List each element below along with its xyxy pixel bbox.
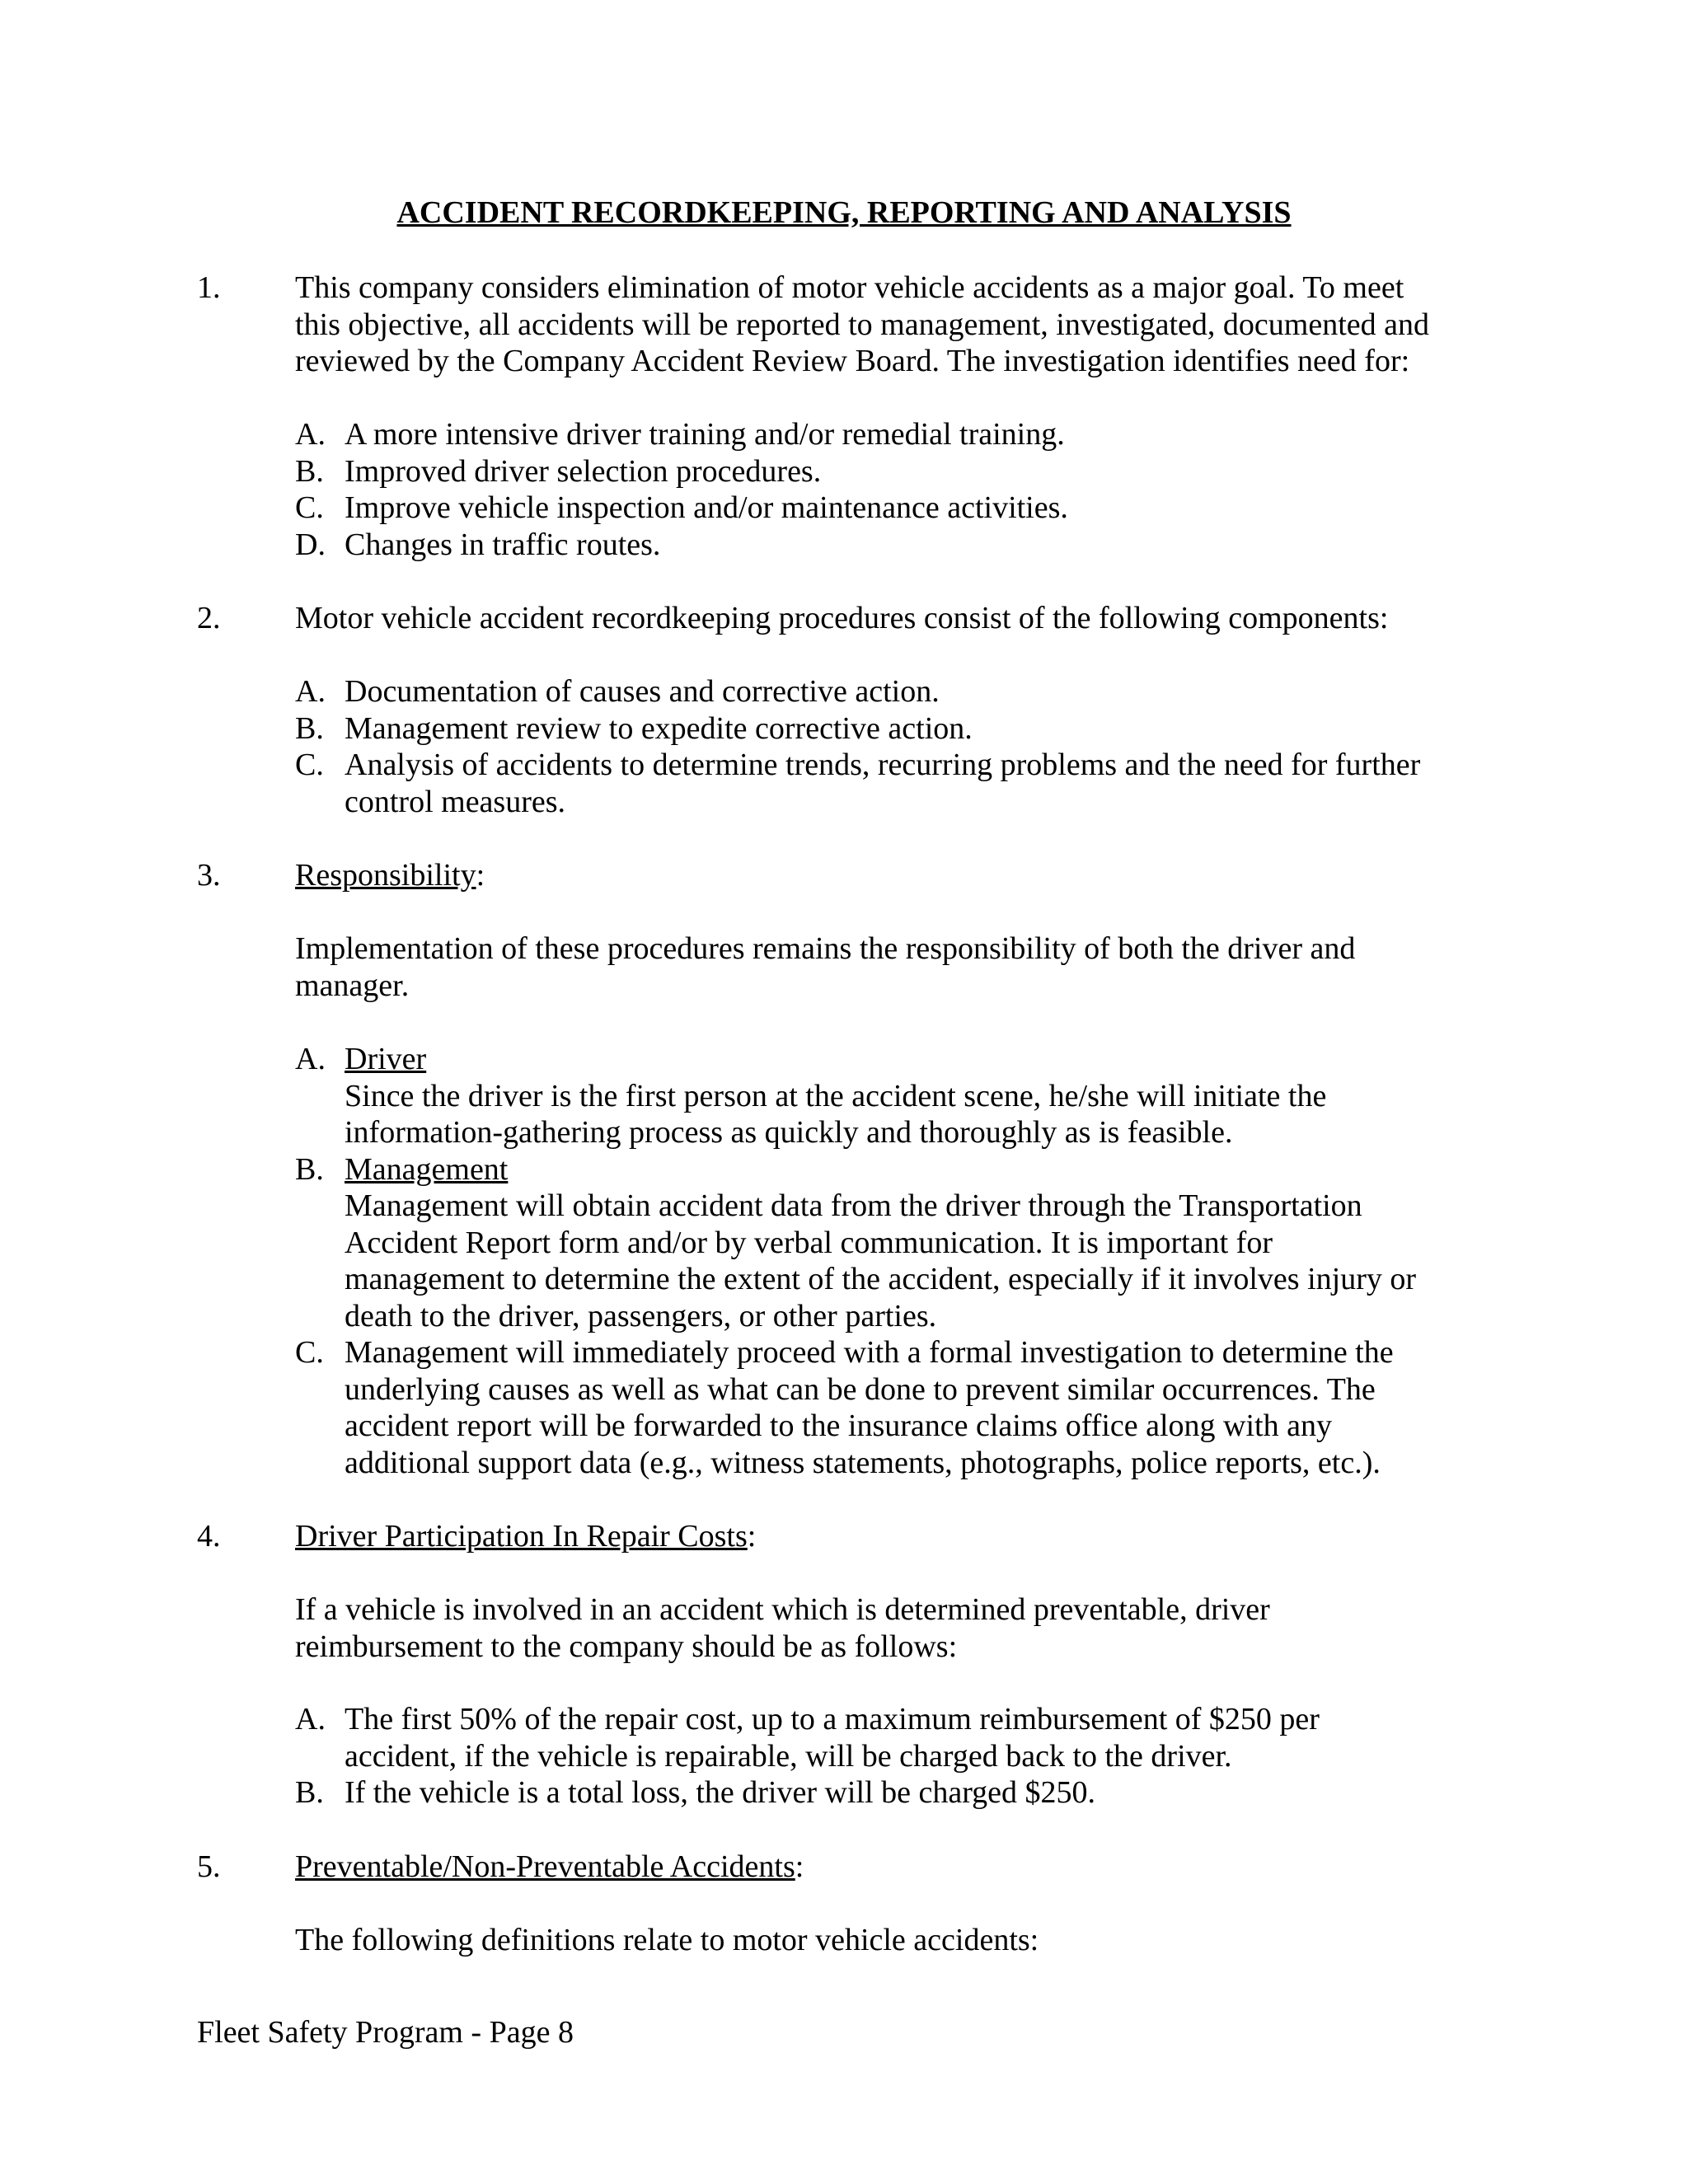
list-letter: B. [295,710,324,746]
list-letter: A. [295,1042,326,1076]
list-item [295,1774,1498,1811]
section-number: 3. [197,858,221,893]
list-item-text: Analysis of accidents to determine trends, recurring problems and the need for further [345,748,1421,782]
list-item-text: Improved driver selection procedures. [345,453,822,489]
section-heading [295,1849,1498,1886]
list-letter: C. [295,490,324,525]
list-item [295,453,1498,490]
section-paragraph [295,269,1498,380]
list-letter: A. [295,674,326,709]
list-item-text: Since the driver is the first person at the accident scene, he/she will initiate the [345,1078,1327,1113]
list-item-text: management to determine the extent of the accident, especially if it involves injury or [345,1262,1416,1296]
list-letter: D. [295,527,326,562]
list-item [295,1334,1498,1481]
section-number: 2. [197,601,221,635]
list-item [295,1041,1498,1151]
list-item-heading: Driver [345,1042,427,1076]
list-item-text: Management review to expedite corrective action. [345,710,973,746]
list-item-text: accident report will be forwarded to the insurance claims office along with any [345,1408,1332,1443]
section-heading [295,1518,1498,1555]
list-item-text: control measures. [345,784,566,819]
list-item-text: Management will immediately proceed with a formal investigation to determine the [345,1335,1394,1370]
list-item-text: Accident Report form and/or by verbal communication. It is important for [345,1225,1273,1260]
list-letter: C. [295,748,324,782]
list-item-text: information-gathering process as quickly and thoroughly as is feasible. [345,1115,1233,1150]
paragraph-line: reviewed by the Company Accident Review Board. The investigation identifies need for: [295,344,1410,378]
section-heading-suffix: : [795,1849,804,1884]
paragraph-line: reimbursement to the company should be as follows: [295,1629,958,1664]
section-heading-suffix: : [476,858,485,893]
paragraph-line: this objective, all accidents will be reported to management, investigated, documented and [295,307,1429,342]
list-letter: B. [295,453,324,489]
paragraph-line: Motor vehicle accident recordkeeping procedures consist of the following components: [295,601,1389,635]
page-footer: Fleet Safety Program - Page 8 [197,2015,574,2050]
section-heading-text: Preventable/Non-Preventable Accidents [295,1849,795,1884]
paragraph-line: This company considers elimination of motor vehicle accidents as a major goal. To meet [295,270,1404,305]
list-item [295,490,1498,527]
list-item-text: Management will obtain accident data from the driver through the Transportation [345,1188,1362,1223]
list-item-text: additional support data (e.g., witness statements, photographs, police reports, etc.). [345,1445,1381,1480]
section-heading-suffix: : [747,1519,757,1554]
list-item-text: Changes in traffic routes. [345,527,661,562]
section-heading-text: Responsibility [295,858,476,893]
list-item [295,527,1498,564]
list-item-text: Improve vehicle inspection and/or maintenance activities. [345,490,1068,525]
list-item-heading: Management [345,1151,509,1187]
list-letter: A. [295,1702,326,1736]
list-item [295,1151,1498,1335]
list-item [295,710,1498,748]
paragraph-line: manager. [295,968,410,1003]
section-number: 4. [197,1519,221,1554]
list-item [295,673,1498,710]
list-item-text: accident, if the vehicle is repairable, will be charged back to the driver. [345,1738,1232,1774]
list-letter: B. [295,1151,324,1187]
paragraph-line: If a vehicle is involved in an accident which is determined preventable, driver [295,1592,1270,1627]
list-item-text: If the vehicle is a total loss, the driver will be charged $250. [345,1775,1096,1810]
page-title: ACCIDENT RECORDKEEPING, REPORTING AND ANALYSIS [396,195,1292,230]
list-item-text: Documentation of causes and corrective action. [345,674,940,709]
list-item [295,747,1498,820]
section-number: 1. [197,270,221,305]
list-item-text: underlying causes as well as what can be done to prevent similar occurrences. The [345,1371,1376,1407]
list-item [295,416,1498,453]
list-item-text: The first 50% of the repair cost, up to a maximum reimbursement of $250 per [345,1702,1320,1736]
list-item-text: death to the driver, passengers, or other parties. [345,1298,937,1333]
list-item [295,1701,1498,1774]
list-letter: C. [295,1335,324,1370]
paragraph-line: Implementation of these procedures remains the responsibility of both the driver and [295,931,1356,966]
section-heading-text: Driver Participation In Repair Costs [295,1519,748,1554]
paragraph-line: The following definitions relate to motor vehicle accidents: [295,1923,1039,1957]
section-number: 5. [197,1849,221,1884]
list-letter: A. [295,417,326,452]
list-item-text: A more intensive driver training and/or remedial training. [345,417,1065,452]
section-heading [295,857,1498,894]
list-letter: B. [295,1775,324,1810]
